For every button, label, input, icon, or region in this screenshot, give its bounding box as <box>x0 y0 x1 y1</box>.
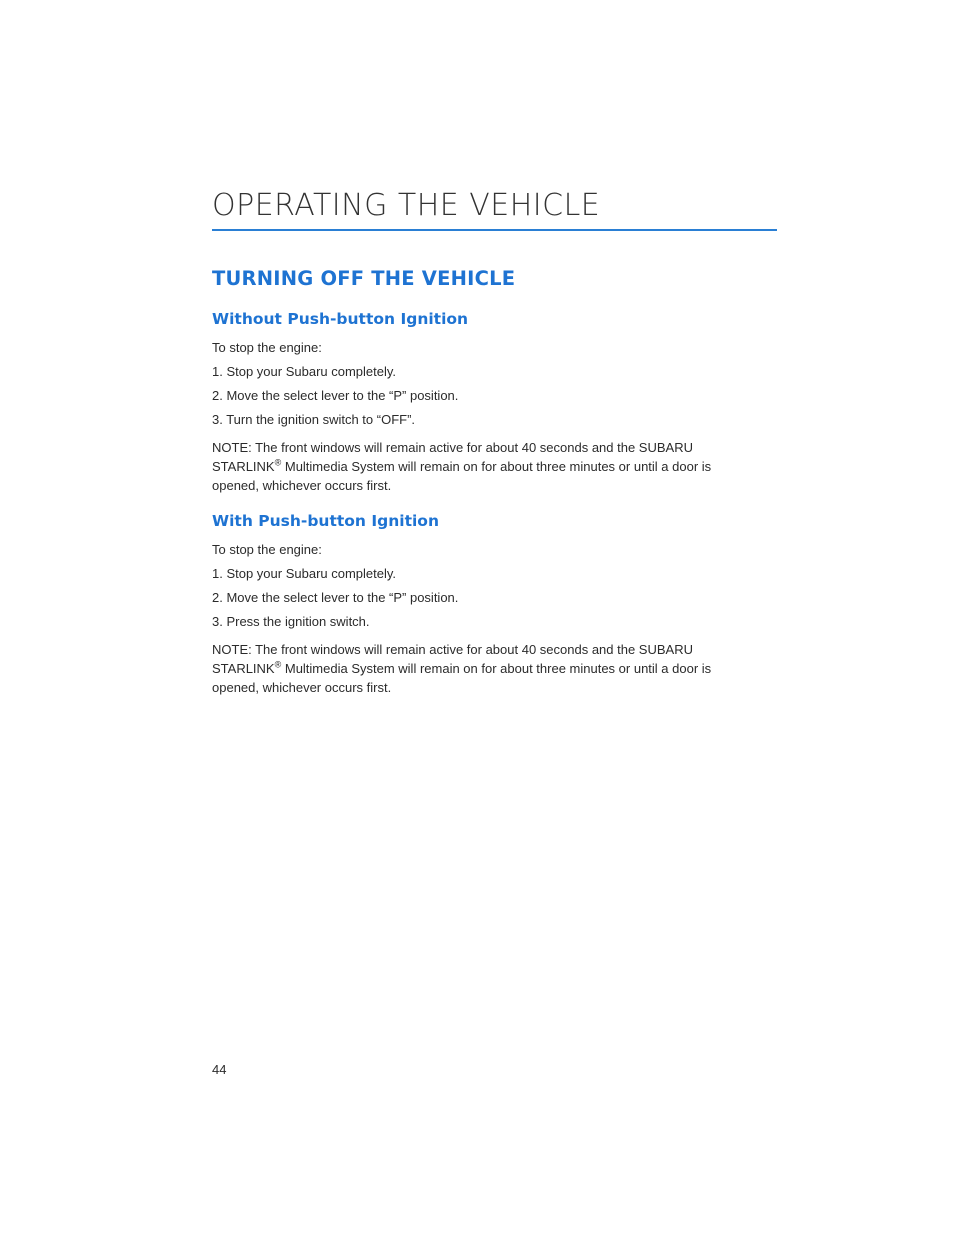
page-content <box>212 266 777 712</box>
registered-mark: ® <box>274 659 282 670</box>
step-item: 2. Move the select lever to the “P” position. <box>212 590 459 605</box>
note-line: opened, whichever occurs first. <box>212 478 392 493</box>
note-line: opened, whichever occurs first. <box>212 680 392 695</box>
note-line: Multimedia System will remain on for about three minutes or until a door is <box>281 459 712 474</box>
note-line: STARLINK <box>212 459 275 474</box>
page-number: 44 <box>212 1062 227 1077</box>
page-title: TURNING OFF THE VEHICLE <box>212 267 516 290</box>
intro-text: To stop the engine: <box>212 542 322 557</box>
subheading-with-push-button: With Push-button Ignition <box>212 512 439 530</box>
note-line: Multimedia System will remain on for about three minutes or until a door is <box>281 661 712 676</box>
step-item: 3. Press the ignition switch. <box>212 614 370 629</box>
section-header: OPERATING THE VEHICLE <box>212 188 601 223</box>
note-line: NOTE: The front windows will remain active for about 40 seconds and the SUBARU <box>212 642 693 657</box>
header-rule <box>212 229 777 231</box>
step-item: 3. Turn the ignition switch to “OFF”. <box>212 412 416 427</box>
step-item: 1. Stop your Subaru completely. <box>212 364 397 379</box>
note-paragraph <box>212 640 777 697</box>
note-line: STARLINK <box>212 661 275 676</box>
intro-text: To stop the engine: <box>212 340 322 355</box>
note-paragraph <box>212 438 777 495</box>
step-item: 2. Move the select lever to the “P” position. <box>212 388 459 403</box>
step-item: 1. Stop your Subaru completely. <box>212 566 397 581</box>
registered-mark: ® <box>274 457 282 468</box>
subheading-without-push-button: Without Push-button Ignition <box>212 310 469 328</box>
note-line: NOTE: The front windows will remain active for about 40 seconds and the SUBARU <box>212 440 693 455</box>
